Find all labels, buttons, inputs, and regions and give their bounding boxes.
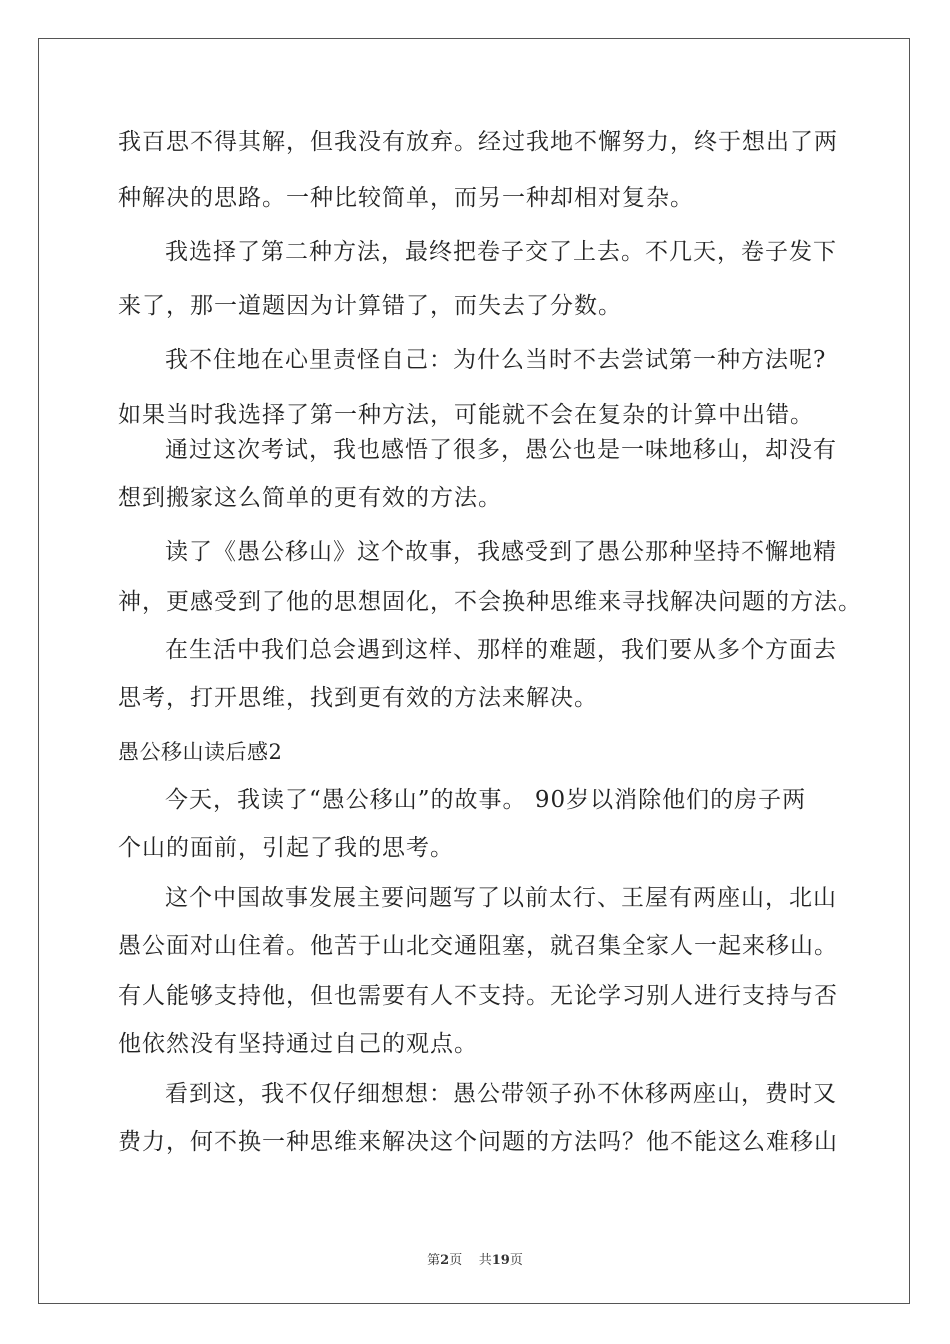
- text-line: 有人能够支持他，但也需要有人不支持。无论学习别人进行支持与否: [118, 983, 838, 1009]
- text-line: 种解决的思路。一种比较简单，而另一种却相对复杂。: [118, 185, 694, 211]
- paragraph-start: 读了《愚公移山》这个故事，我感受到了愚公那种坚持不懈地精: [165, 539, 837, 565]
- page-border: [38, 38, 910, 1304]
- paragraph-start: 通过这次考试，我也感悟了很多，愚公也是一味地移山，却没有: [165, 437, 837, 463]
- paragraph-start: 我不住地在心里责怪自己：为什么当时不去尝试第一种方法呢?: [165, 347, 827, 373]
- total-label-suffix: 页: [509, 1253, 523, 1268]
- text-line: 想到搬家这么简单的更有效的方法。: [118, 485, 502, 511]
- page-label-prefix: 第: [427, 1253, 441, 1268]
- page-footer: [0, 1249, 950, 1268]
- text-line: 思考，打开思维，找到更有效的方法来解决。: [118, 685, 598, 711]
- total-page-count: 19: [491, 1253, 510, 1268]
- text-line: 我百思不得其解，但我没有放弃。经过我地不懈努力，终于想出了两: [118, 129, 838, 155]
- total-label-prefix: 共: [478, 1253, 492, 1268]
- page-label-suffix: 页: [449, 1253, 463, 1268]
- section-heading: 愚公移山读后感2: [118, 740, 283, 764]
- text-line: 神，更感受到了他的思想固化，不会换种思维来寻找解决问题的方法。: [118, 589, 862, 615]
- text-line: 他依然没有坚持通过自己的观点。: [118, 1031, 478, 1057]
- text-line: 来了，那一道题因为计算错了，而失去了分数。: [118, 293, 622, 319]
- text-line: 费力，何不换一种思维来解决这个问题的方法吗？他不能这么难移山: [118, 1129, 838, 1155]
- paragraph-start: 这个中国故事发展主要问题写了以前太行、王屋有两座山，北山: [165, 885, 837, 911]
- paragraph-start: 我选择了第二种方法，最终把卷子交了上去。不几天，卷子发下: [165, 239, 837, 265]
- paragraph-start: 在生活中我们总会遇到这样、那样的难题，我们要从多个方面去: [165, 637, 837, 663]
- paragraph-start: 今天，我读了“愚公移山”的故事。 90岁以消除他们的房子两: [165, 787, 807, 813]
- paragraph-start: 看到这，我不仅仔细想想：愚公带领子孙不休移两座山，费时又: [165, 1081, 837, 1107]
- current-page-number: 2: [440, 1253, 450, 1268]
- text-line: 愚公面对山住着。他苦于山北交通阻塞，就召集全家人一起来移山。: [118, 933, 838, 959]
- text-line: 如果当时我选择了第一种方法，可能就不会在复杂的计算中出错。: [118, 402, 814, 428]
- text-line: 个山的面前，引起了我的思考。: [118, 835, 454, 861]
